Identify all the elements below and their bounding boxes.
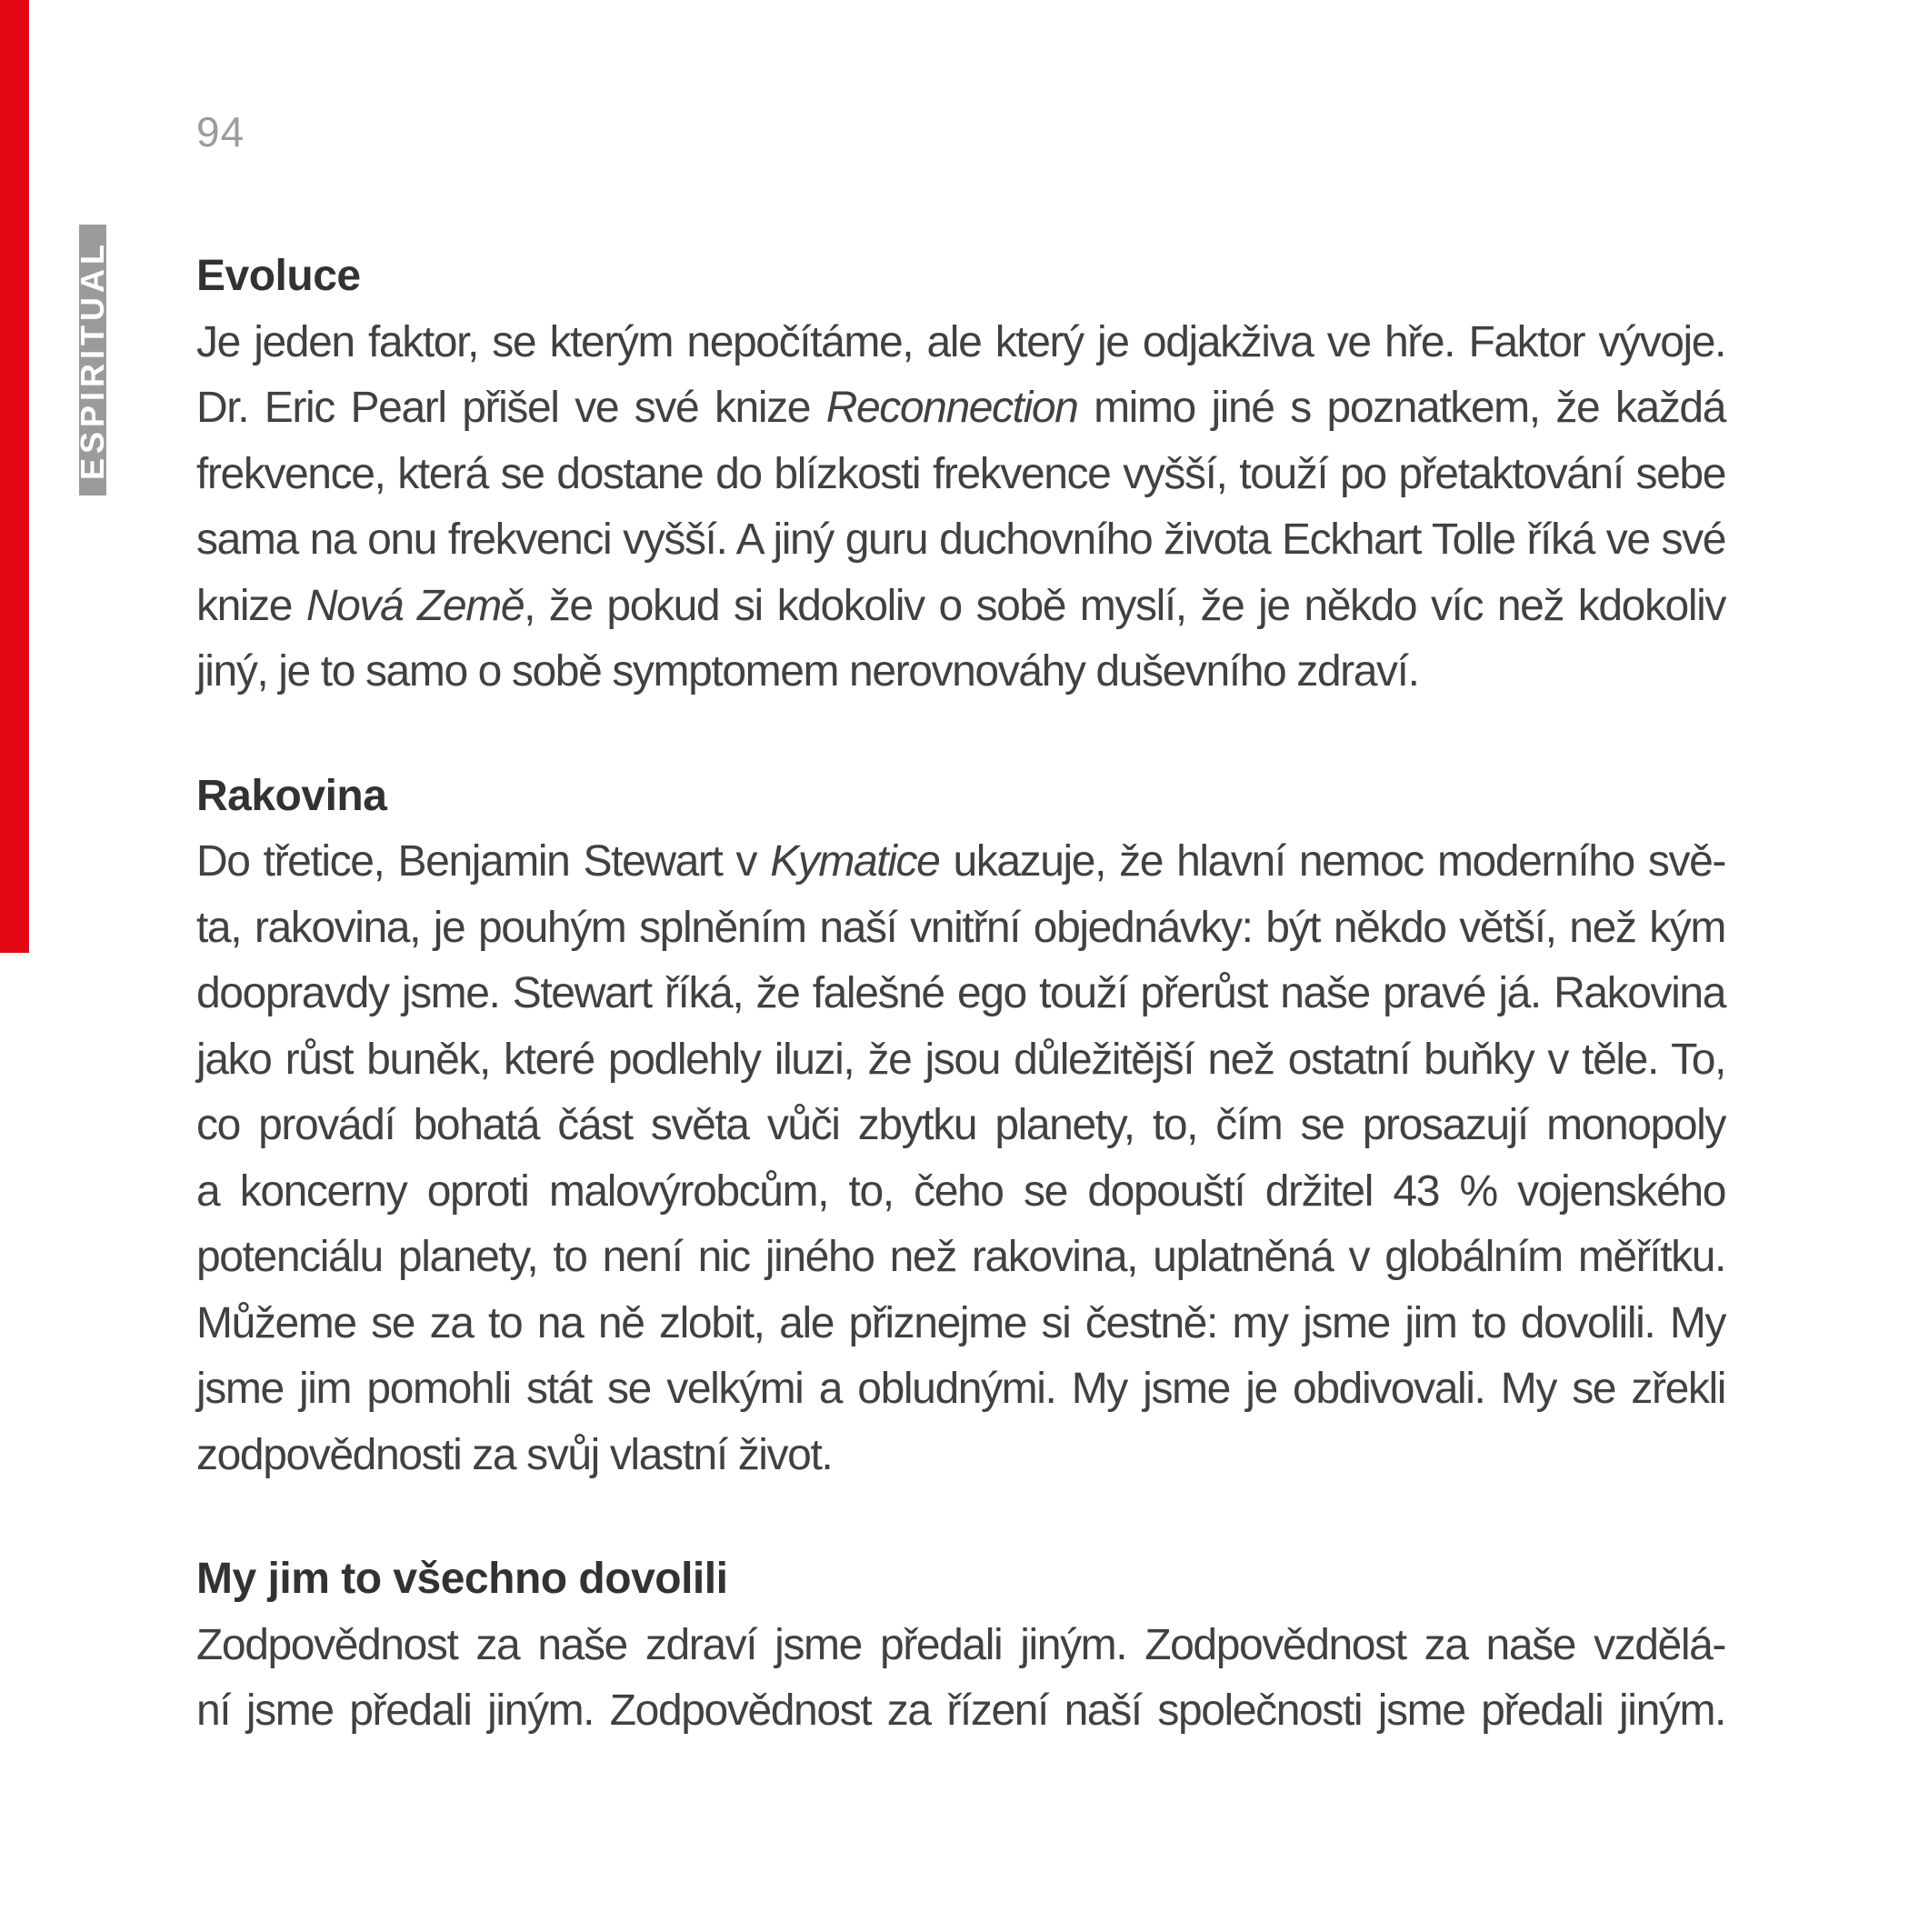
text-run: zodpovědnosti za svůj vlastní život. [196, 1430, 833, 1479]
text-line [196, 1613, 1725, 1679]
section-heading: Rakovina [196, 771, 387, 820]
text-run: jako růst buněk, které podlehly iluzi, že jsou důležitější než ostatní buňky v těle. To, [196, 1035, 1725, 1084]
text-section [196, 764, 1725, 1489]
text-run: jsme jim pomohli stát se velkými a obludnými. My jsme je obdivovali. My se zřekli [196, 1365, 1725, 1413]
text-line [196, 1423, 1725, 1489]
text-run: co provádí bohatá část světa vůči zbytku planety, to, čím se prosazují monopoly [196, 1101, 1725, 1149]
text-line [196, 829, 1725, 896]
text-line [196, 1159, 1725, 1226]
text-run: ta, rakovina, je pouhým splněním naší vnitřní objednávky: být někdo větší, než kým [196, 903, 1725, 952]
text-run: ukazuje, že hlavní nemoc moderního svě- [939, 837, 1725, 886]
text-run-italic: Nová Země [305, 581, 525, 630]
section-heading: Evoluce [196, 252, 361, 300]
text-run: Do třetice, Benjamin Stewart v [196, 837, 771, 886]
text-run: Zodpovědnost za naše zdraví jsme předali jiným. Zodpovědnost za naše vzdělá- [196, 1620, 1725, 1669]
section-heading: My jim to všechno dovolili [196, 1555, 728, 1603]
section-tab [74, 225, 111, 496]
text-line [196, 507, 1725, 574]
text-line [196, 1093, 1725, 1159]
text-line [196, 961, 1725, 1027]
text-line [196, 896, 1725, 962]
section-tab-label: ESPIRITUAL [74, 239, 111, 480]
text-run: frekvence, která se dostane do blízkosti frekvence vyšší, touží po přetaktování sebe [196, 449, 1725, 498]
text-run: jiný, je to samo o sobě symptomem nerovnováhy duševního zdraví. [196, 647, 1419, 696]
text-line [196, 375, 1725, 442]
text-run: Můžeme se za to na ně zlobit, ale přiznejme si čestně: my jsme jim to dovolili. My [196, 1298, 1725, 1347]
text-run: Dr. Eric Pearl přišel ve své knize [196, 384, 826, 432]
text-section [196, 1547, 1725, 1745]
text-line [196, 1027, 1725, 1094]
text-line [196, 310, 1725, 376]
text-line [196, 1225, 1725, 1291]
text-line [196, 1678, 1725, 1745]
text-line [196, 442, 1725, 508]
text-run: knize [196, 581, 306, 630]
text-run: , že pokud si kdokoliv o sobě myslí, že je někdo víc než kdokoliv [524, 581, 1725, 630]
text-run: potenciálu planety, to není nic jiného než rakovina, uplatněná v globálním měřítku. [196, 1233, 1725, 1281]
text-run: sama na onu frekvenci vyšší. A jiný guru duchovního života Eckhart Tolle říká ve své [196, 516, 1725, 564]
page-number: 94 [196, 108, 245, 155]
text-run: ní jsme předali jiným. Zodpovědnost za řízení naší společnosti jsme předali jiným. [196, 1687, 1725, 1735]
text-line [196, 574, 1725, 640]
text-run-italic: Kymatice [770, 837, 940, 886]
text-run: doopravdy jsme. Stewart říká, že falešné ego touží přerůst naše pravé já. Rakovina [196, 969, 1725, 1017]
text-column [196, 244, 1725, 1745]
text-line [196, 639, 1725, 706]
text-run: a koncerny oproti malovýrobcům, to, čeho se dopouští držitel 43 % vojenského [196, 1166, 1725, 1216]
section-color-bar [0, 0, 29, 953]
text-run: mimo jiné s poznatkem, že každá [1077, 384, 1725, 432]
text-line [196, 1356, 1725, 1423]
text-run-italic: Reconnection [825, 384, 1078, 432]
text-line [196, 1291, 1725, 1357]
text-run: Je jeden faktor, se kterým nepočítáme, ale který je odjakživa ve hře. Faktor vývoje. [196, 317, 1725, 366]
text-section [196, 244, 1725, 706]
